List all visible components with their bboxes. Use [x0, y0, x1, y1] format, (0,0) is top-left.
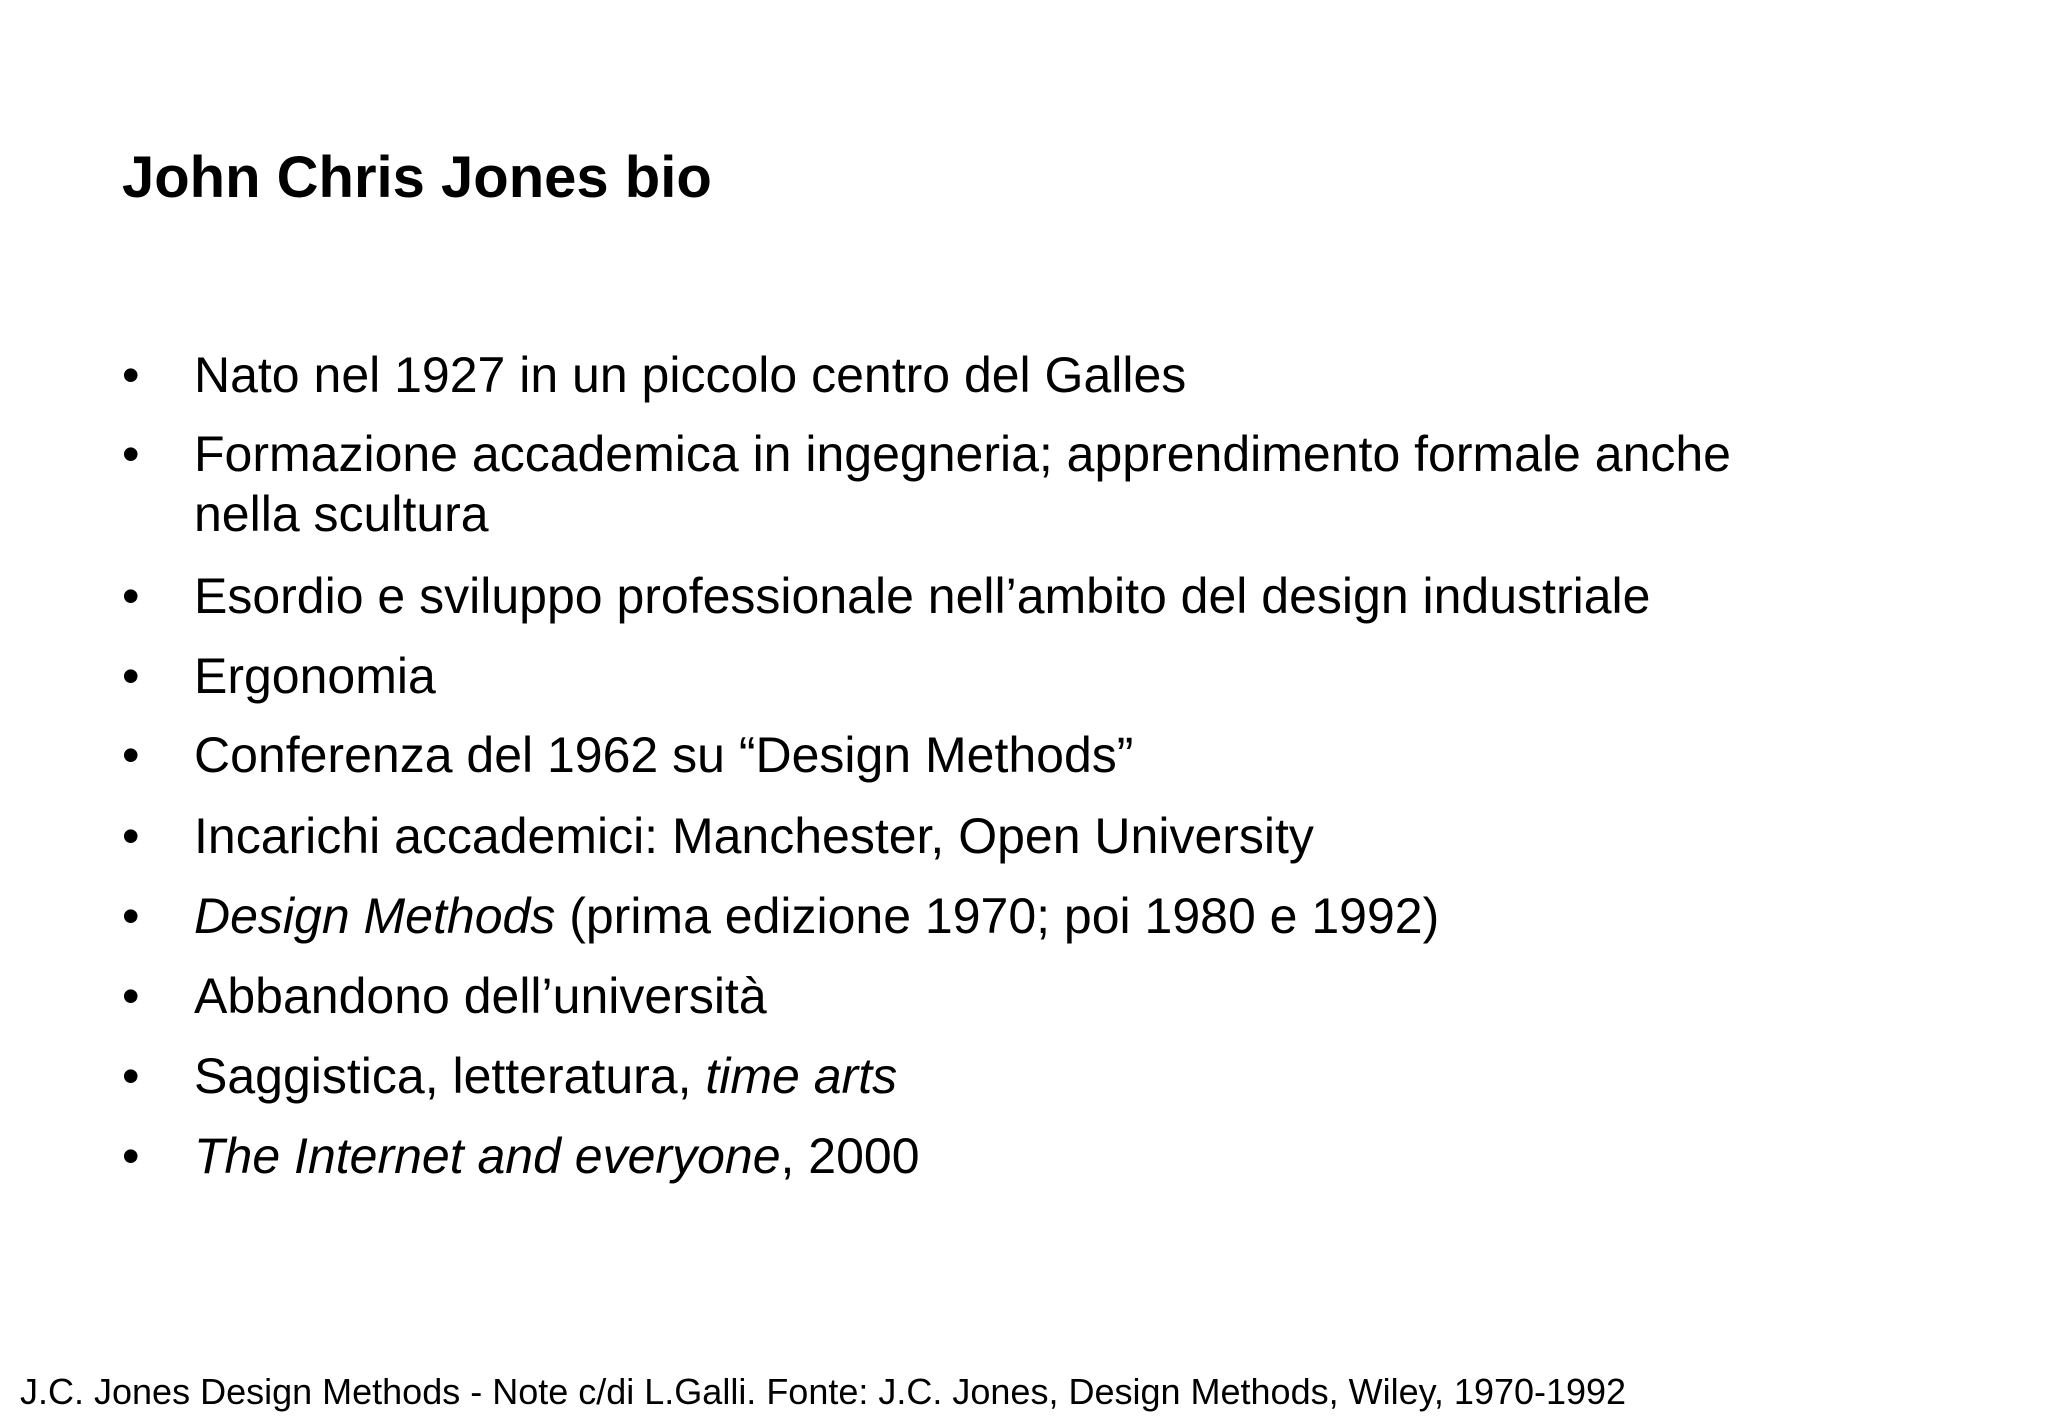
bullet-text	[194, 966, 1894, 1026]
bullet-segment: Ergonomia	[194, 648, 436, 704]
bullet-dot: •	[122, 1128, 140, 1184]
bullet-dot: •	[122, 568, 140, 624]
bullet-dot: •	[122, 426, 140, 482]
bullet-dot: •	[122, 1048, 140, 1104]
bullet-dot: •	[122, 347, 140, 403]
bullet-dot: •	[122, 648, 140, 704]
bullet-dot: •	[122, 727, 140, 783]
bullet-text	[194, 345, 1894, 405]
bullet-text	[194, 646, 1894, 706]
bullet-segment: Esordio e sviluppo professionale nell’ambito del design industriale	[194, 568, 1651, 624]
bullet-dot: •	[122, 808, 140, 864]
bullet-text	[194, 806, 1894, 866]
bullet-segment: Nato nel 1927 in un piccolo centro del Galles	[194, 347, 1187, 403]
bullet-segment: Abbandono dell’università	[194, 968, 767, 1024]
bullet-dot: •	[122, 968, 140, 1024]
bullet-segment: Saggistica, letteratura,	[194, 1048, 706, 1104]
italic-title: The Internet and everyone	[194, 1128, 781, 1184]
bullet-segment: , 2000	[780, 1128, 920, 1184]
footer-source-note: J.C. Jones Design Methods - Note c/di L.Galli. Fonte: J.C. Jones, Design Methods, Wiley, 1970-1992	[20, 1371, 1627, 1412]
bullet-segment: (prima edizione 1970; poi 1980 e 1992)	[555, 888, 1440, 944]
bullet-segment: nella scultura	[194, 486, 489, 542]
bullet-segment: Formazione accademica in ingegneria; apprendimento formale anche	[194, 426, 1731, 482]
bullet-text	[194, 1126, 1894, 1186]
bullet-text	[194, 424, 1894, 544]
bullet-text	[194, 725, 1894, 785]
bullet-text	[194, 1046, 1894, 1106]
bullet-dot: •	[122, 888, 140, 944]
bullet-segment: Conferenza del 1962 su “Design Methods”	[194, 727, 1134, 783]
bullet-text	[194, 566, 1894, 626]
bullet-segment: Incarichi accademici: Manchester, Open University	[194, 808, 1314, 864]
bullet-text	[194, 886, 1894, 946]
slide-title: John Chris Jones bio	[122, 145, 712, 210]
italic-title: Design Methods	[194, 888, 556, 944]
italic-title: time arts	[705, 1048, 898, 1104]
